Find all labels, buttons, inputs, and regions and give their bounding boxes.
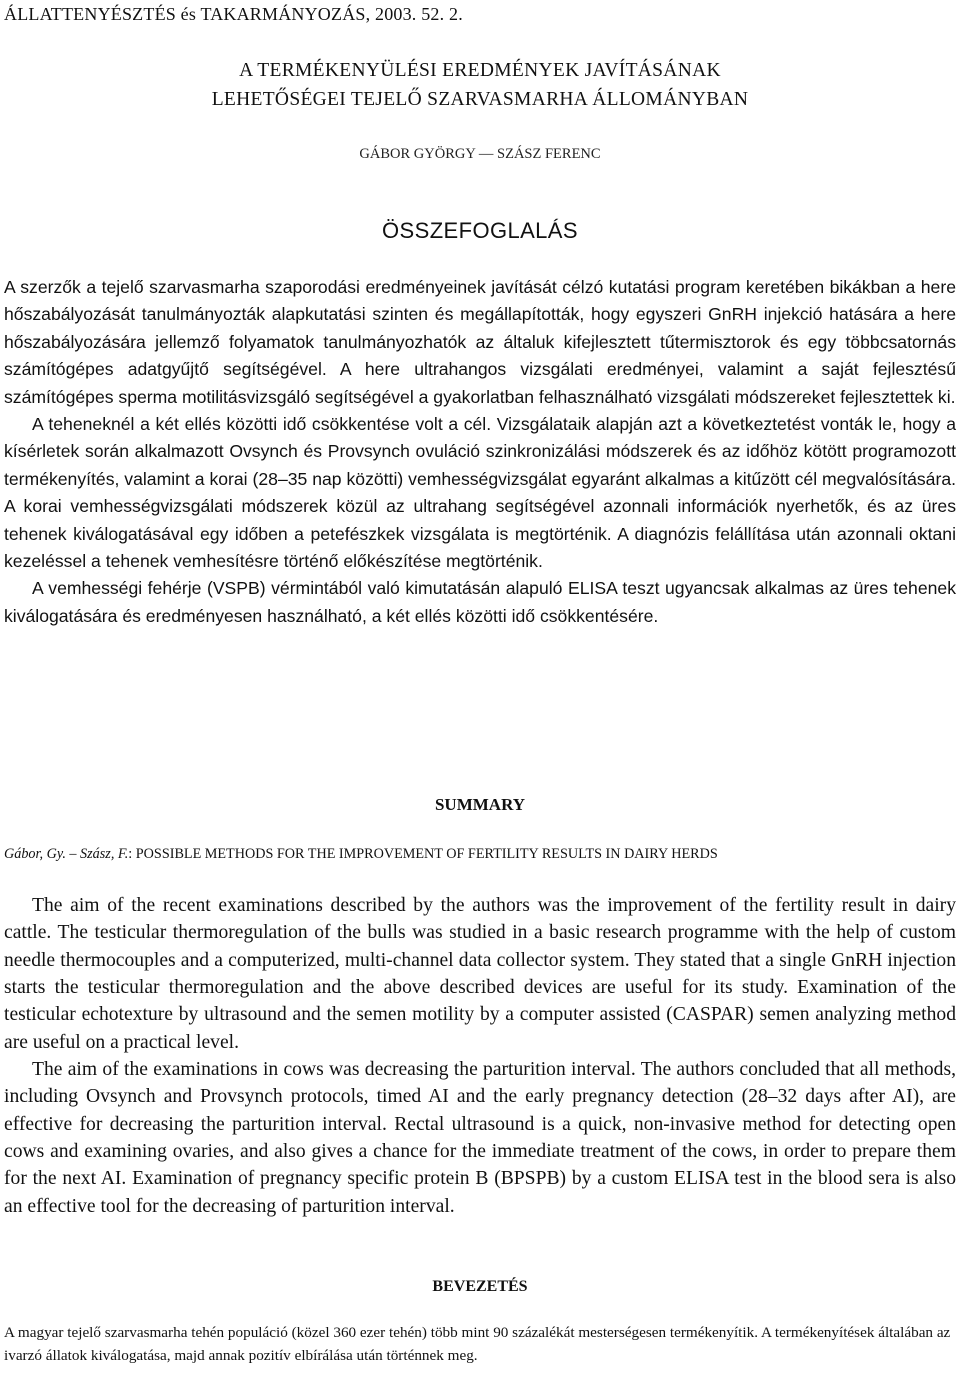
reference-authors: Gábor, Gy. – Szász, F. — [4, 846, 129, 862]
reference-line — [4, 846, 956, 863]
summary-hu-heading: ÖSSZEFOGLALÁS — [382, 218, 578, 243]
intro-heading: BEVEZETÉS — [432, 1278, 528, 1295]
title-line-1: A TERMÉKENYÜLÉSI EREDMÉNYEK JAVÍTÁSÁNAK — [239, 60, 721, 81]
journal-header: ÁLLATTENYÉSZTÉS és TAKARMÁNYOZÁS, 2003. 52. 2. — [4, 4, 463, 24]
reference-title: POSSIBLE METHODS FOR THE IMPROVEMENT OF FERTILITY RESULTS IN DAIRY HERDS — [132, 846, 718, 862]
title-line-2: LEHETŐSÉGEI TEJELŐ SZARVASMARHA ÁLLOMÁNYBAN — [211, 89, 749, 110]
summary-hu-body — [4, 274, 956, 630]
author-list: GÁBOR GYÖRGY — SZÁSZ FERENC — [359, 146, 601, 162]
reference-separator: : — [128, 846, 133, 862]
summary-en-heading: SUMMARY — [434, 795, 526, 814]
summary-hu-paragraph-3: A vemhességi fehérje (VSPB) vérmintából való kimutatásán alapuló ELISA teszt ugyancsak alkalmas az üres tehenek kiválogatására és eredményesen használható, a két ellés közötti idő csökkentésére. — [4, 578, 956, 626]
summary-en-paragraph-2: The aim of the examinations in cows was decreasing the parturition interval. The authors concluded that all methods, including Ovsynch and Provsynch protocols, timed AI and the early pregnancy detection (28–32 days after AI), are effective for decreasing the parturition interval. Rectal ultrasound is a quick, non-invasive method for detecting open cows and examining ovaries, and also gives a chance for the immediate treatment of the cows, in order to prepare them for the next AI. Examination of pregnancy specific protein B (BPSPB) by a custom ELISA test in the blood sera is also an effective tool for the decreasing of parturition interval. — [4, 1059, 956, 1217]
intro-body — [4, 1322, 956, 1367]
article-title — [0, 56, 960, 114]
summary-en-paragraph-1: The aim of the recent examinations described by the authors was the improvement of the fertility result in dairy cattle. The testicular thermoregulation of the bulls was studied in a basic research programme with the help of custom needle thermocouples and a computerized, multi-channel data collector system. They stated that a single GnRH injection starts the testicular thermoregulation and the above described devices are useful for its study. Examination of the testicular echotexture by ultrasound and the semen motility by a computer assisted (CASPAR) semen analyzing method are useful on a practical level. — [4, 895, 956, 1053]
summary-hu-paragraph-2: A teheneknél a két ellés közötti idő csökkentése volt a cél. Vizsgálataik alapján azt a következtetést vonták le, hogy a kísérletek során alkalmazott Ovsynch és Provsynch ovuláció szinkronizálási módszerek és az időhöz kötött programozott termékenyítés, valamint a korai (28–35 nap közötti) vemhességvizsgálat egyaránt alkalmas a kitűzött cél megvalósítására. A korai vemhességvizsgálati módszerek közül az ultrahang segítségével azonnali információk nyerhetők, és az üres tehenek kiválogatásával egy időben a petefészkek vizsgálata is megtörténik. A diagnózis felállítása után azonnali oktani kezeléssel a tehenek vemhesítésre történő előkészítése megtörténik. — [4, 414, 956, 572]
intro-paragraph: A magyar tejelő szarvasmarha tehén populáció (közel 360 ezer tehén) több mint 90 százalékát mesterségesen termékenyítik. A termékenyítések általában az ivarzó állatok kiválogatása, majd annak pozitív elbírálása után történnek meg. — [4, 1324, 951, 1364]
summary-hu-paragraph-1: A szerzők a tejelő szarvasmarha szaporodási eredményeinek javítását célzó kutatási program keretében bikákban a here hőszabályozását tanulmányozták alapkutatási szinten és megállapították, hogy egyszeri GnRH injekció hatására a here hőszabályozására jellemző folyamatok tanulmányozhatók az általuk kifejlesztett tűtermisztorok és egy többcsatornás számítógépes adatgyűjtő segítségével. A here ultrahangos vizsgálati eredményei, valamint a saját fejlesztésű számítógépes sperma motilitásvizsgáló segítségével a gyakorlatban felhasználható vizsgálati módszereket fejlesztettek ki. — [4, 277, 956, 407]
summary-en-body — [4, 892, 956, 1220]
